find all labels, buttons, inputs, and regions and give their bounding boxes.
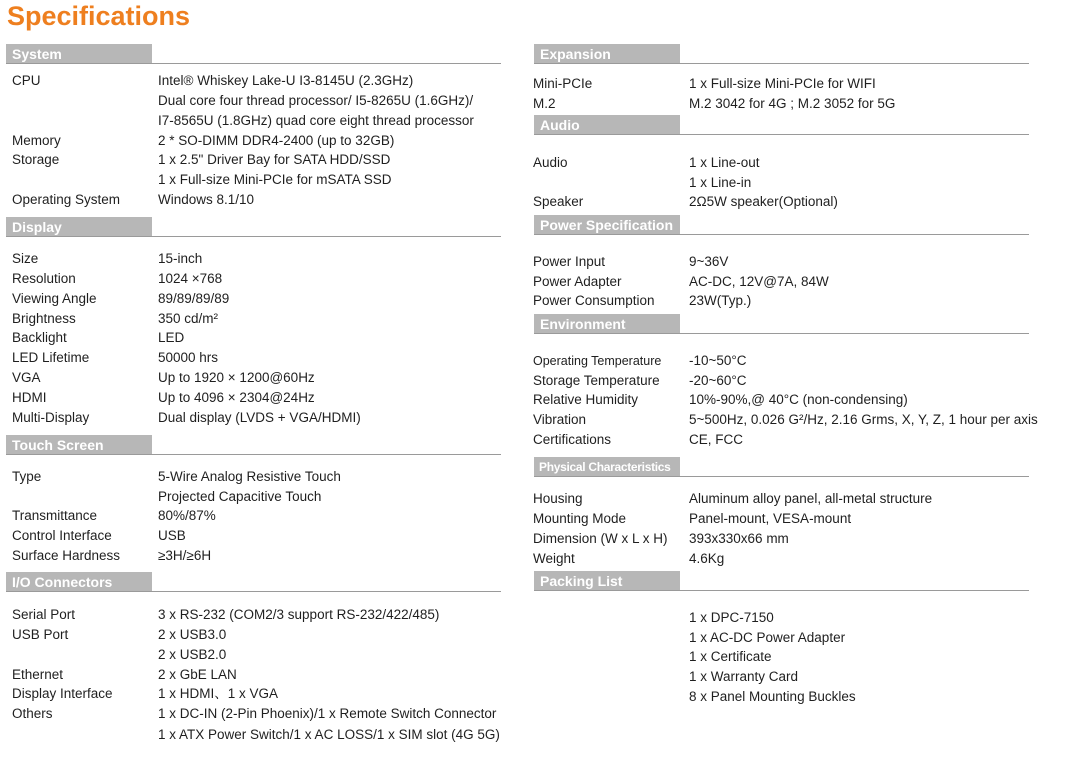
spec-label: Others: [12, 706, 53, 721]
section-header-power-specification: [534, 215, 1029, 235]
spec-value: 1 x 2.5" Driver Bay for SATA HDD/SSD: [158, 152, 391, 167]
spec-value: 1 x Warranty Card: [689, 669, 799, 684]
spec-label: Control Interface: [12, 528, 112, 543]
spec-label: USB Port: [12, 627, 69, 642]
spec-value: Dual display (LVDS + VGA/HDMI): [158, 410, 361, 425]
spec-label: Serial Port: [12, 607, 76, 622]
spec-label: Storage Temperature: [533, 373, 660, 388]
spec-label: Operating Temperature: [533, 354, 662, 368]
spec-value: 2 * SO-DIMM DDR4-2400 (up to 32GB): [158, 133, 395, 148]
spec-value: 9~36V: [689, 254, 729, 269]
spec-value: 2 x USB3.0: [158, 627, 227, 642]
spec-label: Weight: [533, 551, 575, 566]
spec-label: Ethernet: [12, 667, 64, 682]
spec-label: Power Adapter: [533, 274, 622, 289]
section-header-system: [6, 44, 501, 64]
section-title: Touch Screen: [6, 435, 152, 454]
spec-label: Dimension (W x L x H): [533, 531, 668, 546]
section-title: Audio: [534, 115, 680, 134]
spec-value: 350 cd/m²: [158, 311, 219, 326]
spec-value: Up to 4096 × 2304@24Hz: [158, 390, 315, 405]
spec-label: Memory: [12, 133, 61, 148]
section-title: Packing List: [534, 571, 680, 590]
spec-label: Type: [12, 469, 42, 484]
section-header-audio: [534, 115, 1029, 135]
section-title: Expansion: [534, 44, 680, 63]
spec-label: Surface Hardness: [12, 548, 121, 563]
spec-value: 23W(Typ.): [689, 293, 752, 308]
spec-value: 2 x GbE LAN: [158, 667, 237, 682]
spec-value: 89/89/89/89: [158, 291, 230, 306]
section-header-expansion: [534, 44, 1029, 64]
spec-value: Aluminum alloy panel, all-metal structure: [689, 491, 933, 506]
spec-value: 50000 hrs: [158, 350, 219, 365]
spec-label: Certifications: [533, 432, 612, 447]
section-title: Physical Characteristics: [534, 457, 680, 476]
spec-value: 1 x Line-out: [689, 155, 760, 170]
spec-value: Panel-mount, VESA-mount: [689, 511, 852, 526]
spec-value: 1 x AC-DC Power Adapter: [689, 630, 846, 645]
spec-value: 4.6Kg: [689, 551, 725, 566]
spec-value: 5~500Hz, 0.026 G²/Hz, 2.16 Grms, X, Y, Z, 1 hour per axis: [689, 412, 1038, 427]
section-header-display: [6, 217, 501, 237]
spec-value: Projected Capacitive Touch: [158, 489, 322, 504]
section-header-physical-characteristics: [534, 457, 1029, 477]
spec-label: Brightness: [12, 311, 76, 326]
spec-value: 1024 ×768: [158, 271, 223, 286]
spec-value: 1 x ATX Power Switch/1 x AC LOSS/1 x SIM slot (4G 5G): [158, 727, 500, 742]
spec-value: -10~50°C: [689, 353, 747, 368]
spec-value: 1 x DPC-7150: [689, 610, 774, 625]
section-title: Environment: [534, 314, 680, 333]
section-title: Power Specification: [534, 215, 680, 234]
section-header-packing-list: [534, 571, 1029, 591]
spec-value: 1 x Full-size Mini-PCIe for WIFI: [689, 76, 876, 91]
page-title: Specifications: [7, 1, 191, 31]
spec-value: 1 x Full-size Mini-PCIe for mSATA SSD: [158, 172, 392, 187]
spec-value: 2 x USB2.0: [158, 647, 227, 662]
section-header-environment: [534, 314, 1029, 334]
spec-value: 2Ω5W speaker(Optional): [689, 194, 838, 209]
spec-label: Housing: [533, 491, 583, 506]
section-title: I/O Connectors: [6, 572, 152, 591]
spec-value: ≥3H/≥6H: [158, 548, 212, 563]
spec-label: Storage: [12, 152, 60, 167]
section-title: System: [6, 44, 152, 63]
spec-label: Transmittance: [12, 508, 98, 523]
spec-value: -20~60°C: [689, 373, 747, 388]
spec-value: Intel® Whiskey Lake-U I3-8145U (2.3GHz): [158, 73, 414, 88]
spec-value: 1 x HDMI、1 x VGA: [158, 686, 279, 701]
section-title: Display: [6, 217, 152, 236]
spec-label: Relative Humidity: [533, 392, 639, 407]
spec-label: CPU: [12, 73, 41, 88]
spec-value: M.2 3042 for 4G ; M.2 3052 for 5G: [689, 96, 896, 111]
spec-label: Operating System: [12, 192, 121, 207]
spec-label: Power Consumption: [533, 293, 655, 308]
spec-label: Resolution: [12, 271, 76, 286]
spec-label: M.2: [533, 96, 556, 111]
section-header-io-connectors: [6, 572, 501, 592]
spec-label: VGA: [12, 370, 41, 385]
spec-value: 393x330x66 mm: [689, 531, 789, 546]
spec-value: Dual core four thread processor/ I5-8265U (1.6GHz)/: [158, 93, 474, 108]
spec-label: Mini-PCIe: [533, 76, 593, 91]
spec-value: AC-DC, 12V@7A, 84W: [689, 274, 829, 289]
spec-value: LED: [158, 330, 185, 345]
spec-label: Viewing Angle: [12, 291, 97, 306]
spec-label: Multi-Display: [12, 410, 90, 425]
spec-label: Vibration: [533, 412, 587, 427]
spec-label: Power Input: [533, 254, 606, 269]
spec-value: 5-Wire Analog Resistive Touch: [158, 469, 341, 484]
spec-label: Audio: [533, 155, 568, 170]
spec-value: I7-8565U (1.8GHz) quad core eight thread processor: [158, 113, 474, 128]
spec-label: Speaker: [533, 194, 584, 209]
spec-value: 1 x Certificate: [689, 649, 772, 664]
spec-value: 80%/87%: [158, 508, 216, 523]
spec-value: CE, FCC: [689, 432, 743, 447]
spec-value: 1 x DC-IN (2-Pin Phoenix)/1 x Remote Switch Connector: [158, 706, 497, 721]
spec-label: Mounting Mode: [533, 511, 627, 526]
spec-label: Display Interface: [12, 686, 113, 701]
spec-value: 3 x RS-232 (COM2/3 support RS-232/422/485): [158, 607, 440, 622]
spec-value: 8 x Panel Mounting Buckles: [689, 689, 856, 704]
section-header-touch-screen: [6, 435, 501, 455]
spec-value: 1 x Line-in: [689, 175, 752, 190]
spec-value: Windows 8.1/10: [158, 192, 255, 207]
spec-value: 15-inch: [158, 251, 203, 266]
spec-value: USB: [158, 528, 186, 543]
spec-label: HDMI: [12, 390, 47, 405]
spec-label: Backlight: [12, 330, 67, 345]
spec-value: Up to 1920 × 1200@60Hz: [158, 370, 315, 385]
spec-value: 10%-90%,@ 40°C (non-condensing): [689, 392, 908, 407]
spec-label: Size: [12, 251, 39, 266]
spec-label: LED Lifetime: [12, 350, 90, 365]
